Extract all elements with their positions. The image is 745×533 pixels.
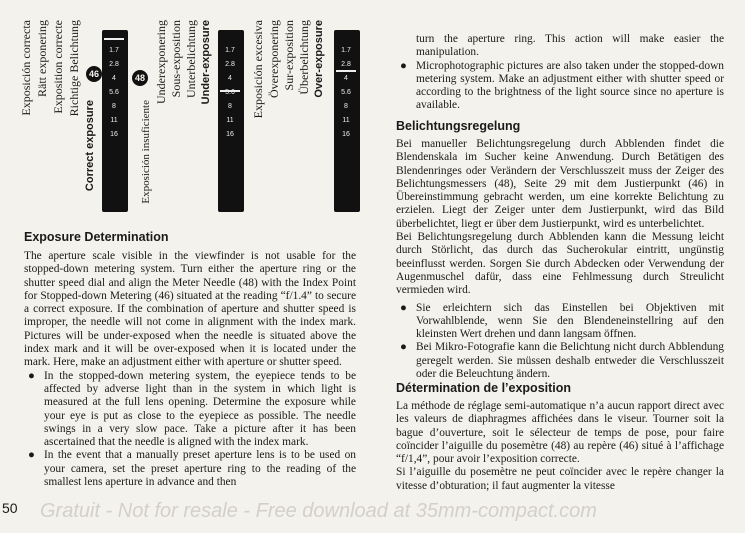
viewfinder-scale-over [334, 30, 360, 212]
label-richtige-belichtung: Richtige Belichtung [67, 20, 81, 117]
viewfinder-scale-under [218, 30, 244, 212]
french-body [396, 400, 724, 493]
aperture-scale: 1.7 2.8 4 5.6 8 11 16 [225, 47, 235, 138]
label-sous-exposition: Sous-exposition [169, 20, 183, 98]
watermark-text: Gratuit - Not for resale - Free download at 35mm-compact.com [40, 500, 597, 522]
label-underexponering: Underexponering [154, 20, 168, 104]
label-over-exposure: Over-exposure [313, 20, 325, 98]
label-under-exposure: Under-exposure [200, 20, 212, 105]
en-bullet-eyepiece: ● In the stopped-down metering system, the eyepiece tends to be affected by adverse light than in the system in which light is measured at the full lens opening. Determine the exposure while your eye is put as close to the eyepiece as possible. The needle swings in a very slow pace. Take a picture after it has been ascertained that the needle is aligned with the index mark. [28, 369, 356, 449]
label-exposicion-correcta: Exposición correcta [19, 20, 33, 116]
index-mark-48: 48 [132, 70, 148, 86]
en-bullet-preset-aperture: ● In the event that a manually preset aperture lens is to be used on your camera, set the preset aperture ring to the reading of the smallest lens aperture in advance and then [28, 449, 356, 489]
german-body [396, 138, 724, 381]
continued-text: turn the aperture ring. This action will make easier the manipulation. [416, 33, 724, 59]
label-exposition-correcte: Exposition correcte [51, 20, 65, 114]
label-exposicion-insuficiente: Exposición insuficiente [140, 100, 152, 204]
label-correct-exposure: Correct exposure [84, 100, 96, 192]
english-body [24, 250, 356, 489]
label-exposicion-excesiva: Exposición excesiva [251, 20, 265, 119]
bullet-microphotographic: ● Microphotographic pictures are also taken under the stopped-down metering system. Make an adjustment either with shutter speed or according to the brightness of the light source since no aperture is available. [400, 59, 724, 112]
label-unterbelichtung: Unterbelichtung [184, 20, 198, 98]
index-mark-46: 46 [86, 66, 102, 82]
page-number: 50 [2, 500, 18, 516]
fr-paragraph-2: Si l’aiguille du posemètre ne peut coïncider avec le repère changer la vitesse d’obturation; il faut augmenter la vitesse [396, 466, 724, 492]
en-paragraph: The aperture scale visible in the viewfinder is not usable for the stopped-down metering system. Turn either the aperture ring or the shutter speed dial and align the Meter Needle (48) with the Index Point for Stopped-down Metering (46) situated at the reading “f/1.4” to secure a correct exposure. If the combination of aperture and shutter speed is improper, the needle will not come in alignment with the index mark. Pictures will be under-exposed when the needle is situated above the index mark and it will be over-exposed when it is located under the mark. Here, make an adjustment either with aperture or shutter speed. [24, 250, 356, 369]
aperture-scale: 1.7 2.8 4 5.6 8 11 16 [341, 47, 351, 138]
label-uberbelichtung: Überbelichtung [297, 20, 311, 95]
viewfinder-scale-correct [102, 30, 128, 212]
label-sur-exposition: Sur-exposition [282, 20, 296, 91]
aperture-scale: 1.7 2.8 4 5.6 8 11 16 [109, 47, 119, 138]
label-ratt-exponering: Rätt exponering [35, 20, 49, 97]
heading-belichtungsregelung: Belichtungsregelung [396, 119, 521, 133]
heading-exposure-determination: Exposure Determination [24, 230, 169, 244]
fr-paragraph-1: La méthode de réglage semi-automatique n’a aucun rapport direct avec les valeurs de diaphragmes affichées dans le viseur. Tourner soit la bague d’ouverture, soit le sélecteur de temps de pose, pour faire coïncider l’aiguille du posemètre (48) au repère (46) situé à l’affichage “f/1,4”, pour avoir l’exposition correcte. [396, 400, 724, 466]
right-top-body [396, 33, 724, 113]
de-paragraph-2: Bei Belichtungsregelung durch Abblenden kann die Messung leicht durch Störlicht, das durch das Sucherokular eintritt, ungünstig beeinflusst werden. Sorgen Sie durch Abdecken oder Verwendung der Augenmuschel dafür, dass eine Fehlmessung durch Streulicht vermieden wird. [396, 231, 724, 297]
de-bullet-vorwahlblende: ● Sie erleichtern sich das Einstellen bei Objektiven mit Vorwahlblende, wenn Sie den Blendeneinstellring auf den kleinsten Wert drehen und dann langsam öffnen. [400, 301, 724, 341]
de-bullet-mikro-fotografie: ● Bei Mikro-Fotografie kann die Belichtung nicht durch Abblendung geregelt werden. Sie müssen deshalb entweder die Verschlusszeit oder die Beleuchtung ändern. [400, 341, 724, 381]
de-paragraph-1: Bei manueller Belichtungsregelung durch Abblenden findet die Blendenskala im Sucher keine Anwendung. Durch Betätigen des Blendenringes oder Verändern der Verschlusszeit muss der Zeiger des Belichtungsmessers (48), Seite 29 mit dem Justierpunkt (46) in Übereinstimmung gebracht werden, um eine korrekte Belichtung zu erzielen. Liegt der Zeiger unter dem Justierpunkt, wird das Bild überbelichtet, liegt er über dem Justierpunkt, wird es unterbelichtet. [396, 138, 724, 230]
heading-determination-exposition: Détermination de l’exposition [396, 381, 572, 395]
label-overexponering: Överexponering [267, 20, 281, 98]
